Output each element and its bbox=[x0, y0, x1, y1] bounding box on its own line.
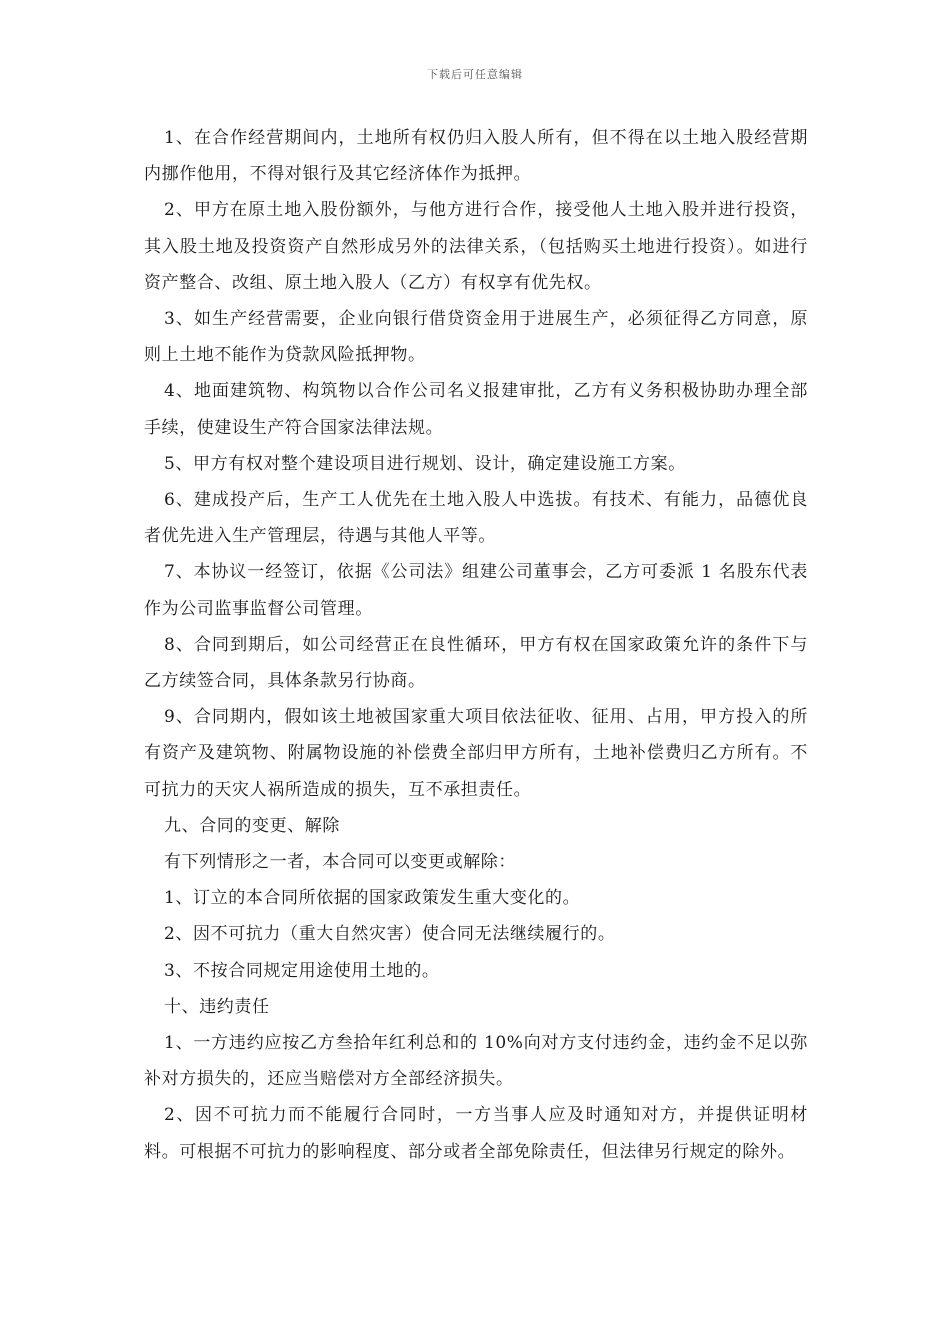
clause-6: 6、建成投产后，生产工人优先在土地入股人中选拔。有技术、有能力，品德优良者优先进入生产管理层，待遇与其他人平等。 bbox=[144, 490, 808, 547]
breach-item-1: 1、一方违约应按乙方叁拾年红利总和的 10%向对方支付违约金，违约金不足以弥补对方损失的，还应当赔偿对方全部经济损失。 bbox=[144, 1033, 808, 1090]
section-heading-change-termination: 九、合同的变更、解除 bbox=[164, 815, 340, 836]
clause-9: 9、合同期内，假如该土地被国家重大项目依法征收、征用、占用，甲方投入的所有资产及建筑物、附属物设施的补偿费全部归甲方所有，土地补偿费归乙方所有。不可抗力的天灾人祸所造成的损失，互不承担责任。 bbox=[144, 707, 808, 800]
document-body bbox=[144, 120, 808, 1170]
clause-2: 2、甲方在原土地入股份额外，与他方进行合作，接受他人土地入股并进行投资，其入股土地及投资资产自然形成另外的法律关系，（包括购买土地进行投资）。如进行资产整合、改组、原土地入股人（乙方）有权享有优先权。 bbox=[144, 200, 808, 293]
clause-5: 5、甲方有权对整个建设项目进行规划、设计，确定建设施工方案。 bbox=[164, 453, 686, 474]
clause-1: 1、在合作经营期间内，土地所有权仍归入股人所有，但不得在以土地入股经营期内挪作他用，不得对银行及其它经济体作为抵押。 bbox=[144, 128, 808, 185]
change-termination-intro: 有下列情形之一者，本合同可以变更或解除： bbox=[164, 852, 516, 873]
clause-7: 7、本协议一经签订，依据《公司法》组建公司董事会，乙方可委派 1 名股东代表作为公司监事监督公司管理。 bbox=[144, 562, 808, 619]
clause-4: 4、地面建筑物、构筑物以合作公司名义报建审批，乙方有义务积极协助办理全部手续，使建设生产符合国家法律法规。 bbox=[144, 381, 808, 438]
change-item-2: 2、因不可抗力（重大自然灾害）使合同无法继续履行的。 bbox=[164, 924, 616, 945]
header-note: 下载后可任意编辑 bbox=[427, 68, 523, 81]
clause-3: 3、如生产经营需要，企业向银行借贷资金用于进展生产，必须征得乙方同意，原则上土地不能作为贷款风险抵押物。 bbox=[144, 309, 808, 366]
section-heading-breach: 十、违约责任 bbox=[164, 996, 270, 1017]
breach-item-2: 2、因不可抗力而不能履行合同时，一方当事人应及时通知对方，并提供证明材料。可根据不可抗力的影响程度、部分或者全部免除责任，但法律另行规定的除外。 bbox=[144, 1105, 808, 1162]
change-item-1: 1、订立的本合同所依据的国家政策发生重大变化的。 bbox=[164, 888, 581, 909]
clause-8: 8、合同到期后，如公司经营正在良性循环，甲方有权在国家政策允许的条件下与乙方续签合同，具体条款另行协商。 bbox=[144, 634, 808, 692]
change-item-3: 3、不按合同规定用途使用土地的。 bbox=[164, 960, 440, 981]
